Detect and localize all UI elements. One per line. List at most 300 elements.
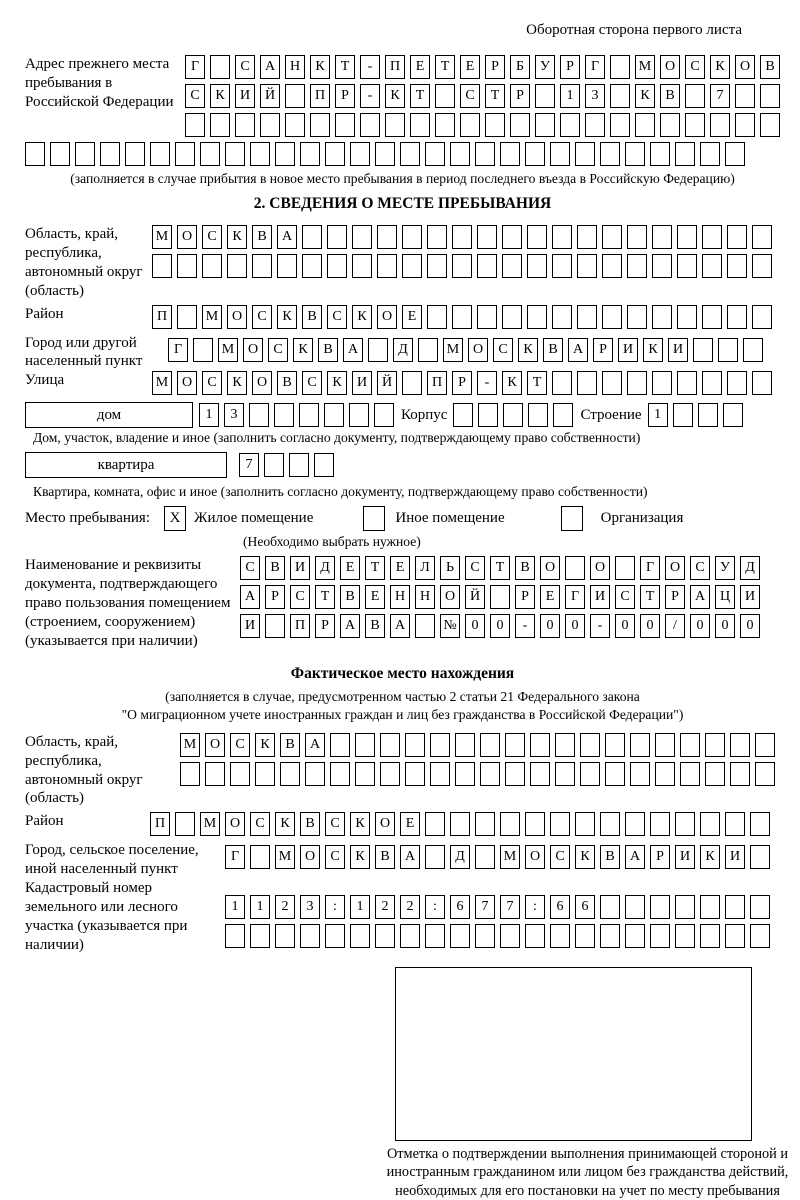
char-cell[interactable] (505, 733, 525, 757)
char-cell[interactable] (100, 142, 120, 166)
char-cell[interactable]: Г (640, 556, 660, 580)
char-cell[interactable]: О (660, 55, 680, 79)
char-cell[interactable]: Н (390, 585, 410, 609)
char-cell[interactable] (280, 762, 300, 786)
char-cell[interactable] (602, 225, 622, 249)
char-cell[interactable]: М (152, 225, 172, 249)
apartment-row[interactable] (239, 453, 339, 477)
char-cell[interactable] (355, 733, 375, 757)
char-cell[interactable]: П (150, 812, 170, 836)
char-cell[interactable]: 0 (740, 614, 760, 638)
char-cell[interactable] (435, 84, 455, 108)
char-cell[interactable] (577, 225, 597, 249)
char-cell[interactable]: Р (510, 84, 530, 108)
char-cell[interactable] (427, 225, 447, 249)
char-cell[interactable] (600, 895, 620, 919)
region-row-1[interactable] (152, 225, 777, 249)
char-cell[interactable] (705, 762, 725, 786)
char-cell[interactable]: 6 (575, 895, 595, 919)
char-cell[interactable]: В (300, 812, 320, 836)
char-cell[interactable] (610, 55, 630, 79)
char-cell[interactable] (452, 254, 472, 278)
char-cell[interactable] (700, 812, 720, 836)
char-cell[interactable]: М (152, 371, 172, 395)
char-cell[interactable]: О (225, 812, 245, 836)
char-cell[interactable] (264, 453, 284, 477)
char-cell[interactable] (327, 225, 347, 249)
char-cell[interactable] (275, 142, 295, 166)
char-cell[interactable] (418, 338, 438, 362)
char-cell[interactable] (335, 113, 355, 137)
char-cell[interactable]: 3 (224, 403, 244, 427)
char-cell[interactable]: П (385, 55, 405, 79)
char-cell[interactable]: Р (485, 55, 505, 79)
char-cell[interactable] (610, 84, 630, 108)
char-cell[interactable] (202, 254, 222, 278)
char-cell[interactable] (560, 113, 580, 137)
char-cell[interactable] (677, 371, 697, 395)
char-cell[interactable]: 2 (375, 895, 395, 919)
char-cell[interactable] (503, 403, 523, 427)
char-cell[interactable] (580, 733, 600, 757)
char-cell[interactable]: С (235, 55, 255, 79)
char-cell[interactable] (752, 254, 772, 278)
char-cell[interactable] (602, 371, 622, 395)
char-cell[interactable] (652, 371, 672, 395)
char-cell[interactable] (380, 733, 400, 757)
char-cell[interactable]: И (725, 845, 745, 869)
char-cell[interactable] (450, 924, 470, 948)
char-cell[interactable] (502, 254, 522, 278)
char-cell[interactable]: С (550, 845, 570, 869)
char-cell[interactable] (250, 924, 270, 948)
char-cell[interactable] (677, 305, 697, 329)
char-cell[interactable] (450, 142, 470, 166)
char-cell[interactable] (275, 924, 295, 948)
char-cell[interactable] (673, 403, 693, 427)
char-cell[interactable] (260, 113, 280, 137)
char-cell[interactable]: 1 (250, 895, 270, 919)
char-cell[interactable] (427, 305, 447, 329)
char-cell[interactable]: К (275, 812, 295, 836)
char-cell[interactable] (710, 113, 730, 137)
char-cell[interactable] (752, 305, 772, 329)
char-cell[interactable]: С (230, 733, 250, 757)
char-cell[interactable]: И (235, 84, 255, 108)
char-cell[interactable] (377, 254, 397, 278)
char-cell[interactable]: Т (527, 371, 547, 395)
char-cell[interactable]: Г (225, 845, 245, 869)
cadastral-row-2[interactable] (225, 924, 775, 948)
char-cell[interactable] (277, 254, 297, 278)
char-cell[interactable] (274, 403, 294, 427)
char-cell[interactable] (552, 254, 572, 278)
char-cell[interactable]: С (465, 556, 485, 580)
char-cell[interactable]: К (575, 845, 595, 869)
char-cell[interactable] (527, 225, 547, 249)
char-cell[interactable]: Д (740, 556, 760, 580)
char-cell[interactable] (485, 113, 505, 137)
char-cell[interactable] (552, 305, 572, 329)
char-cell[interactable] (685, 113, 705, 137)
char-cell[interactable] (477, 225, 497, 249)
char-cell[interactable] (575, 142, 595, 166)
char-cell[interactable] (455, 733, 475, 757)
char-cell[interactable] (325, 142, 345, 166)
char-cell[interactable] (349, 403, 369, 427)
char-cell[interactable] (400, 924, 420, 948)
char-cell[interactable]: М (443, 338, 463, 362)
char-cell[interactable]: К (385, 84, 405, 108)
char-cell[interactable] (535, 113, 555, 137)
char-cell[interactable] (602, 305, 622, 329)
char-cell[interactable]: 6 (550, 895, 570, 919)
apartment-type-box[interactable]: квартира (25, 452, 227, 478)
document-row-1[interactable] (240, 556, 765, 580)
char-cell[interactable] (727, 371, 747, 395)
char-cell[interactable]: Е (365, 585, 385, 609)
char-cell[interactable]: А (260, 55, 280, 79)
char-cell[interactable] (652, 254, 672, 278)
char-cell[interactable]: 1 (199, 403, 219, 427)
char-cell[interactable] (205, 762, 225, 786)
char-cell[interactable] (525, 812, 545, 836)
char-cell[interactable]: С (268, 338, 288, 362)
char-cell[interactable]: А (305, 733, 325, 757)
char-cell[interactable] (530, 762, 550, 786)
char-cell[interactable] (377, 225, 397, 249)
char-cell[interactable] (175, 142, 195, 166)
char-cell[interactable]: О (375, 812, 395, 836)
char-cell[interactable]: И (590, 585, 610, 609)
char-cell[interactable] (602, 254, 622, 278)
char-cell[interactable] (177, 305, 197, 329)
char-cell[interactable]: К (710, 55, 730, 79)
char-cell[interactable]: В (515, 556, 535, 580)
char-cell[interactable] (605, 733, 625, 757)
char-cell[interactable] (675, 142, 695, 166)
char-cell[interactable]: Т (490, 556, 510, 580)
char-cell[interactable]: С (685, 55, 705, 79)
char-cell[interactable]: 2 (275, 895, 295, 919)
char-cell[interactable] (635, 113, 655, 137)
char-cell[interactable]: 3 (585, 84, 605, 108)
char-cell[interactable]: Ь (440, 556, 460, 580)
house-number-row[interactable] (199, 403, 399, 427)
char-cell[interactable]: Д (450, 845, 470, 869)
char-cell[interactable] (627, 225, 647, 249)
char-cell[interactable] (718, 338, 738, 362)
char-cell[interactable]: О (243, 338, 263, 362)
char-cell[interactable] (550, 924, 570, 948)
char-cell[interactable] (299, 403, 319, 427)
char-cell[interactable]: 7 (239, 453, 259, 477)
char-cell[interactable] (660, 113, 680, 137)
char-cell[interactable] (555, 733, 575, 757)
char-cell[interactable] (193, 338, 213, 362)
char-cell[interactable]: В (340, 585, 360, 609)
char-cell[interactable]: В (277, 371, 297, 395)
char-cell[interactable]: Г (565, 585, 585, 609)
char-cell[interactable] (723, 403, 743, 427)
char-cell[interactable]: О (205, 733, 225, 757)
char-cell[interactable] (752, 371, 772, 395)
char-cell[interactable] (615, 556, 635, 580)
char-cell[interactable] (625, 812, 645, 836)
char-cell[interactable] (427, 254, 447, 278)
char-cell[interactable]: С (325, 812, 345, 836)
char-cell[interactable] (702, 225, 722, 249)
char-cell[interactable] (727, 225, 747, 249)
char-cell[interactable] (368, 338, 388, 362)
char-cell[interactable] (760, 84, 780, 108)
char-cell[interactable]: О (252, 371, 272, 395)
char-cell[interactable] (577, 305, 597, 329)
char-cell[interactable]: 0 (565, 614, 585, 638)
char-cell[interactable] (375, 142, 395, 166)
char-cell[interactable] (405, 733, 425, 757)
char-cell[interactable]: : (425, 895, 445, 919)
char-cell[interactable] (360, 113, 380, 137)
char-cell[interactable]: И (290, 556, 310, 580)
char-cell[interactable]: 0 (465, 614, 485, 638)
char-cell[interactable]: А (390, 614, 410, 638)
char-cell[interactable]: Д (393, 338, 413, 362)
char-cell[interactable] (525, 142, 545, 166)
char-cell[interactable] (352, 254, 372, 278)
char-cell[interactable] (475, 142, 495, 166)
char-cell[interactable]: М (275, 845, 295, 869)
char-cell[interactable]: О (540, 556, 560, 580)
prev-address-row-4[interactable] (25, 142, 780, 166)
char-cell[interactable] (75, 142, 95, 166)
char-cell[interactable]: С (240, 556, 260, 580)
char-cell[interactable] (600, 812, 620, 836)
checkbox-residential[interactable]: X (164, 506, 186, 531)
char-cell[interactable]: И (668, 338, 688, 362)
char-cell[interactable]: С (202, 225, 222, 249)
char-cell[interactable] (460, 113, 480, 137)
char-cell[interactable] (735, 84, 755, 108)
char-cell[interactable] (477, 305, 497, 329)
char-cell[interactable] (655, 762, 675, 786)
char-cell[interactable] (510, 113, 530, 137)
char-cell[interactable] (550, 812, 570, 836)
char-cell[interactable]: М (202, 305, 222, 329)
char-cell[interactable]: В (265, 556, 285, 580)
char-cell[interactable]: Е (540, 585, 560, 609)
char-cell[interactable] (300, 924, 320, 948)
char-cell[interactable]: А (400, 845, 420, 869)
char-cell[interactable] (627, 305, 647, 329)
char-cell[interactable]: С (493, 338, 513, 362)
char-cell[interactable] (250, 142, 270, 166)
char-cell[interactable]: Й (260, 84, 280, 108)
char-cell[interactable] (652, 305, 672, 329)
char-cell[interactable]: К (518, 338, 538, 362)
char-cell[interactable]: 7 (500, 895, 520, 919)
char-cell[interactable] (310, 113, 330, 137)
char-cell[interactable]: А (343, 338, 363, 362)
char-cell[interactable] (725, 895, 745, 919)
char-cell[interactable]: И (740, 585, 760, 609)
char-cell[interactable] (735, 113, 755, 137)
char-cell[interactable] (725, 142, 745, 166)
checkbox-organization[interactable] (561, 506, 583, 531)
char-cell[interactable]: Р (335, 84, 355, 108)
char-cell[interactable]: М (218, 338, 238, 362)
char-cell[interactable]: О (665, 556, 685, 580)
char-cell[interactable]: В (318, 338, 338, 362)
char-cell[interactable] (302, 254, 322, 278)
char-cell[interactable]: М (500, 845, 520, 869)
char-cell[interactable]: Р (560, 55, 580, 79)
char-cell[interactable]: Т (335, 55, 355, 79)
char-cell[interactable] (625, 142, 645, 166)
district-row[interactable] (152, 305, 777, 329)
region-row-2[interactable] (152, 254, 777, 278)
char-cell[interactable] (675, 924, 695, 948)
char-cell[interactable]: - (590, 614, 610, 638)
char-cell[interactable] (425, 845, 445, 869)
char-cell[interactable] (425, 142, 445, 166)
char-cell[interactable]: Б (510, 55, 530, 79)
char-cell[interactable]: 0 (640, 614, 660, 638)
char-cell[interactable] (235, 113, 255, 137)
char-cell[interactable]: К (255, 733, 275, 757)
char-cell[interactable]: С (250, 812, 270, 836)
char-cell[interactable]: К (310, 55, 330, 79)
char-cell[interactable]: К (350, 845, 370, 869)
char-cell[interactable]: К (502, 371, 522, 395)
char-cell[interactable] (650, 812, 670, 836)
char-cell[interactable] (605, 762, 625, 786)
char-cell[interactable] (435, 113, 455, 137)
char-cell[interactable] (550, 142, 570, 166)
char-cell[interactable]: А (277, 225, 297, 249)
char-cell[interactable] (125, 142, 145, 166)
char-cell[interactable]: : (525, 895, 545, 919)
char-cell[interactable]: - (477, 371, 497, 395)
char-cell[interactable]: К (227, 371, 247, 395)
char-cell[interactable] (528, 403, 548, 427)
char-cell[interactable] (750, 924, 770, 948)
char-cell[interactable]: 1 (560, 84, 580, 108)
char-cell[interactable] (625, 924, 645, 948)
char-cell[interactable] (677, 254, 697, 278)
char-cell[interactable]: О (525, 845, 545, 869)
char-cell[interactable] (502, 305, 522, 329)
char-cell[interactable] (225, 142, 245, 166)
char-cell[interactable] (505, 762, 525, 786)
char-cell[interactable] (500, 812, 520, 836)
char-cell[interactable] (500, 924, 520, 948)
char-cell[interactable]: А (690, 585, 710, 609)
char-cell[interactable] (230, 762, 250, 786)
char-cell[interactable] (577, 254, 597, 278)
char-cell[interactable]: В (252, 225, 272, 249)
char-cell[interactable] (730, 733, 750, 757)
char-cell[interactable] (755, 762, 775, 786)
char-cell[interactable] (385, 113, 405, 137)
char-cell[interactable]: 3 (300, 895, 320, 919)
prev-address-row-1[interactable] (185, 55, 785, 79)
char-cell[interactable] (565, 556, 585, 580)
char-cell[interactable] (685, 84, 705, 108)
char-cell[interactable] (650, 142, 670, 166)
char-cell[interactable]: К (210, 84, 230, 108)
char-cell[interactable] (675, 812, 695, 836)
char-cell[interactable] (630, 762, 650, 786)
char-cell[interactable] (150, 142, 170, 166)
char-cell[interactable] (705, 733, 725, 757)
prev-address-row-2[interactable] (185, 84, 785, 108)
char-cell[interactable]: В (600, 845, 620, 869)
char-cell[interactable] (324, 403, 344, 427)
cadastral-row-1[interactable] (225, 895, 775, 919)
char-cell[interactable] (610, 113, 630, 137)
char-cell[interactable]: К (700, 845, 720, 869)
char-cell[interactable]: О (300, 845, 320, 869)
char-cell[interactable] (650, 895, 670, 919)
checkbox-other-premises[interactable] (363, 506, 385, 531)
char-cell[interactable] (302, 225, 322, 249)
char-cell[interactable] (680, 762, 700, 786)
char-cell[interactable] (430, 762, 450, 786)
char-cell[interactable] (752, 225, 772, 249)
char-cell[interactable] (425, 812, 445, 836)
char-cell[interactable] (630, 733, 650, 757)
char-cell[interactable]: Р (593, 338, 613, 362)
char-cell[interactable]: Р (265, 585, 285, 609)
char-cell[interactable] (350, 142, 370, 166)
char-cell[interactable]: А (625, 845, 645, 869)
char-cell[interactable]: У (715, 556, 735, 580)
char-cell[interactable] (175, 812, 195, 836)
char-cell[interactable] (600, 142, 620, 166)
document-row-2[interactable] (240, 585, 765, 609)
char-cell[interactable]: Т (315, 585, 335, 609)
char-cell[interactable] (405, 762, 425, 786)
char-cell[interactable] (300, 142, 320, 166)
char-cell[interactable]: В (375, 845, 395, 869)
char-cell[interactable] (725, 924, 745, 948)
korpus-row[interactable] (453, 403, 578, 427)
char-cell[interactable] (727, 305, 747, 329)
char-cell[interactable] (650, 924, 670, 948)
char-cell[interactable] (477, 254, 497, 278)
char-cell[interactable] (305, 762, 325, 786)
char-cell[interactable]: И (240, 614, 260, 638)
char-cell[interactable] (755, 733, 775, 757)
char-cell[interactable] (410, 113, 430, 137)
char-cell[interactable]: К (352, 305, 372, 329)
char-cell[interactable]: - (360, 84, 380, 108)
char-cell[interactable] (555, 762, 575, 786)
char-cell[interactable] (580, 762, 600, 786)
char-cell[interactable] (400, 142, 420, 166)
char-cell[interactable]: 0 (715, 614, 735, 638)
char-cell[interactable] (380, 762, 400, 786)
char-cell[interactable] (402, 371, 422, 395)
char-cell[interactable]: И (618, 338, 638, 362)
char-cell[interactable]: О (227, 305, 247, 329)
char-cell[interactable] (750, 895, 770, 919)
char-cell[interactable]: 1 (225, 895, 245, 919)
char-cell[interactable] (702, 254, 722, 278)
char-cell[interactable] (453, 403, 473, 427)
char-cell[interactable] (700, 895, 720, 919)
